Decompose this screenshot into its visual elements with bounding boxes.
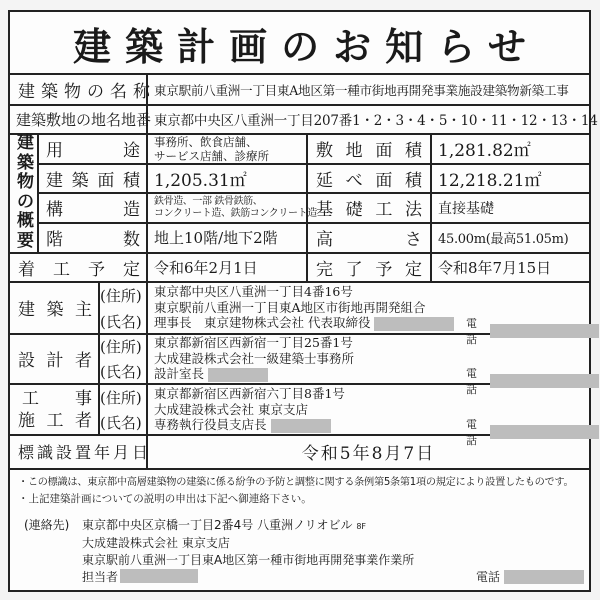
redacted-phone: [490, 324, 599, 338]
contractor-org: 大成建設株式会社 東京支店: [154, 401, 308, 417]
owner-phone: [466, 315, 599, 347]
building-name-value: 東京駅前八重洲一丁目東A地区第一種市街地再開発事業施設建築物新築工事: [154, 82, 569, 98]
contractor-label-line1: 工 事: [22, 388, 92, 409]
height-label: 高 さ: [316, 230, 422, 250]
contractor-details: [154, 386, 345, 433]
height-value: 45.00m(最高51.05m): [438, 232, 569, 247]
phone-label: 電話: [466, 317, 477, 346]
phone-label: 電話: [466, 418, 477, 447]
redacted-phone: [490, 374, 599, 388]
owner-address: 東京都中央区八重洲一丁目4番16号: [154, 284, 353, 299]
structure-label: 構 造: [46, 200, 140, 220]
contractor-address: 東京都新宿区西新宿六丁目8番1号: [154, 386, 345, 401]
designer-label: 設 計 者: [18, 351, 92, 371]
owner-org: 東京駅前八重洲一丁目東A地区市街地再開発組合: [154, 299, 426, 315]
contact-phone: [476, 568, 584, 585]
note-line: ・この標識は、東京都中高層建築物の建築に係る紛争の予防と調整に関する条例第5条第1項の規定により設置したものです。: [18, 477, 574, 488]
use-label: [46, 134, 140, 163]
phone-label: 電話: [476, 570, 501, 584]
contact-address-line: [82, 517, 366, 535]
foundation-label: 基 礎 工 法: [316, 200, 422, 220]
contact-floor: 8F: [356, 522, 367, 531]
start-label: 着 工 予 定: [18, 259, 140, 280]
divider: [10, 468, 589, 470]
divider: [10, 281, 589, 283]
redacted-name: [208, 368, 268, 382]
designer-address: 東京都新宿区西新宿一丁目25番1号: [154, 335, 353, 350]
contact-block: [24, 517, 414, 586]
floors-value: 地上10階/地下2階: [154, 229, 278, 247]
contact-company: 大成建設株式会社 東京支店: [82, 536, 230, 550]
name-tag: (氏名): [100, 414, 142, 432]
construction-notice-sign: [8, 10, 598, 592]
contractor-rep-line: [154, 417, 345, 433]
contact-person-label: 担当者: [82, 570, 119, 584]
label-text: 建築物の名称: [18, 81, 156, 102]
contractor-label: [18, 385, 92, 434]
notes: [18, 474, 573, 508]
site-area-label: 敷 地 面 積: [316, 141, 422, 161]
redacted-name: [374, 317, 454, 331]
building-area-label: 建 築 面 積: [46, 170, 140, 191]
label-text: 建築敷地の地名地番: [16, 110, 152, 129]
designer-details: [154, 335, 354, 382]
note-line: ・上記建築計画についての説明の申出は下記へ御連絡下さい。: [18, 493, 312, 505]
contact-row: [24, 535, 414, 552]
value-line: サービス店舗、診療所: [154, 148, 269, 163]
end-label: 完 了 予 定: [316, 259, 422, 280]
contact-office: 東京駅前八重洲一丁目東A地区第一種市街地再開発事業作業所: [82, 553, 415, 567]
contact-address: 東京都中央区京橋一丁目2番4号 八重洲ノリオビル: [82, 518, 353, 532]
contractor-label-line2: 施 工 者: [18, 410, 92, 431]
use-value: [154, 134, 304, 163]
overview-char: の: [17, 191, 34, 212]
column-divider: [430, 133, 432, 281]
owner-label: 建 築 主: [18, 300, 92, 320]
value-line: 事務所、飲食店舗、: [154, 134, 258, 149]
designer-org: 大成建設株式会社一級建築士事務所: [154, 350, 355, 366]
redacted-name: [120, 569, 198, 583]
name-tag: (氏名): [100, 363, 142, 381]
foundation-value: 直接基礎: [438, 200, 494, 217]
label-char: 用: [46, 141, 63, 161]
notice-title: 建築計画のお知らせ: [73, 23, 540, 69]
label-text: 標識設置年月日: [18, 443, 152, 462]
contact-row: [24, 552, 414, 569]
site-address-value: 東京都中央区八重洲一丁目207番1・2・3・4・5・10・11・12・13・14: [154, 113, 598, 129]
contact-row: [24, 517, 414, 535]
address-tag: (住所): [100, 287, 142, 305]
building-name-label: [18, 74, 156, 104]
structure-value: [154, 193, 317, 222]
contact-label: (連絡先): [24, 518, 70, 532]
designer-rep: 設計室長: [154, 366, 205, 381]
contractor-rep: 専務執行役員支店長: [154, 417, 267, 432]
owner-rep: 理事長 東京建物株式会社 代表取締役: [154, 315, 371, 330]
designer-rep-line: [154, 366, 354, 382]
overview-char: 築: [17, 152, 34, 173]
overview-char: 概: [17, 211, 34, 232]
overview-group-label: [12, 134, 39, 251]
total-floor-area-value: 12,218.21㎡: [438, 170, 542, 191]
site-address-label: [16, 105, 152, 133]
building-area-value: 1,205.31㎡: [154, 170, 247, 191]
redacted-name: [271, 419, 331, 433]
total-floor-area-label: 延 べ 面 積: [316, 170, 422, 191]
contact-row: [24, 569, 414, 586]
address-tag: (住所): [100, 338, 142, 356]
name-tag: (氏名): [100, 313, 142, 331]
value-line: 鉄骨造、一部 鉄骨鉄筋、: [154, 195, 263, 207]
sign-date-label: [18, 435, 152, 468]
sign-date-value: 令和5年8月7日: [301, 444, 436, 464]
end-value: 令和8年7月15日: [438, 258, 552, 277]
overview-char: 要: [17, 230, 34, 251]
overview-char: 物: [17, 172, 34, 193]
owner-rep-line: [154, 315, 454, 331]
label-char: 途: [123, 141, 140, 161]
floors-label: 階 数: [46, 230, 140, 250]
owner-details: [154, 284, 454, 331]
site-area-value: 1,281.82㎡: [438, 141, 531, 161]
designer-phone: [466, 365, 599, 397]
redacted-phone: [504, 570, 584, 584]
start-value: 令和6年2月1日: [154, 258, 258, 277]
phone-label: 電話: [466, 367, 477, 396]
value-line: コンクリート造、鉄筋コンクリート造: [154, 207, 317, 219]
column-divider: [146, 73, 148, 468]
address-tag: (住所): [100, 389, 142, 407]
overview-char: 建: [17, 133, 34, 153]
